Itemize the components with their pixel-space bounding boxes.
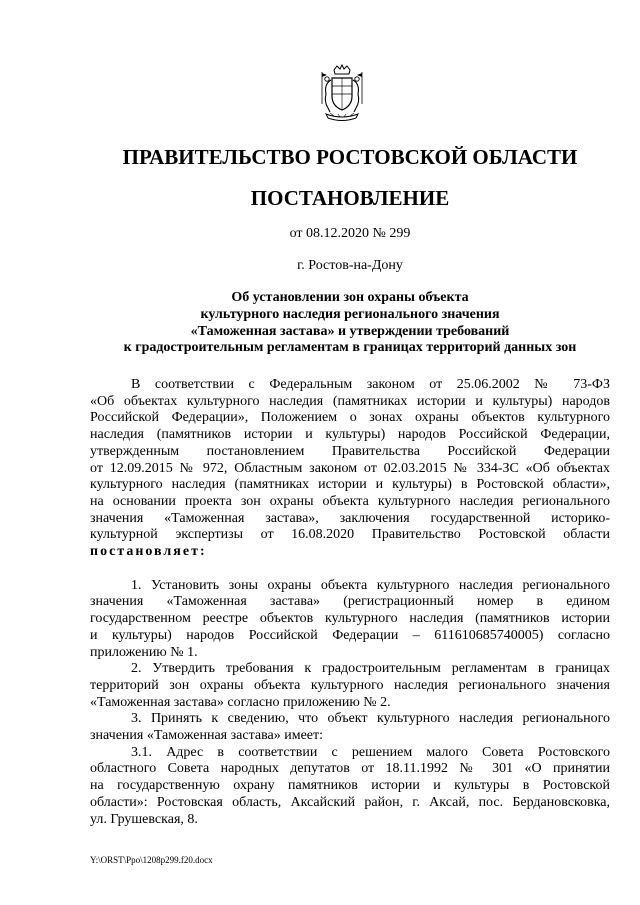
coat-of-arms-emblem [318, 64, 366, 124]
item-3-1-paragraph [90, 745, 610, 829]
paragraph-gap [90, 561, 610, 578]
subject-line: культурного наследия регионального значения [200, 306, 500, 322]
item-line: «Таможенная застава» согласно приложению № 2. [90, 694, 391, 710]
preamble-line: утвержденным постановлением Правительства Российской Федерации [90, 443, 610, 459]
subject-line: к градостроительным регламентам в границах территорий данных зон [123, 340, 577, 356]
item-line: территорий зон охраны объекта культурного наследия регионального значения [90, 677, 610, 693]
preamble-line: Российской Федерации», Положением о зонах охраны объектов культурного [90, 410, 610, 426]
preamble-line: «Об объектах культурного наследия (памятниках истории и культуры) народов [90, 393, 610, 409]
document-city: г. Ростов-на-Дону [297, 258, 403, 273]
item-line: государственном реестре объектов культурного наследия (памятников истории [90, 611, 610, 627]
document-date-number: от 08.12.2020 № 299 [289, 226, 411, 241]
item-line: и культуры) народов Российской Федерации – 611610685740005) согласно [90, 627, 610, 643]
item-line: области»: Ростовская область, Аксайский район, г. Аксай, пос. Бердановсковка, [90, 794, 610, 810]
preamble-line: наследия (памятников истории и культуры) народов Российской Федерации, [90, 427, 610, 443]
item-line: областного Совета народных депутатов от 18.11.1992 № 301 «О принятии [90, 761, 610, 777]
preamble-line: от 12.09.2015 № 972, Областным законом от 02.03.2015 № 334-ЗС «Об объектах [90, 460, 610, 476]
document-subject [90, 290, 610, 357]
item-line: значения «Таможенная застава» имеет: [90, 728, 324, 744]
file-path-footer: Y:\ORST\Ppo\1208p299.f20.docx [90, 855, 213, 865]
document-type: ПОСТАНОВЛЕНИЕ [250, 186, 450, 210]
document-body [90, 377, 610, 828]
preamble-line: культурного наследия (памятниках истории и культуры) в Ростовской области», [90, 477, 610, 493]
decree-word: постановляет: [90, 544, 207, 560]
item-3-paragraph [90, 711, 610, 744]
item-line: на государственную охрану памятников истории и культуры в Ростовской [90, 778, 610, 794]
item-1-paragraph [90, 578, 610, 662]
item-line: 3.1. Адрес в соответствии с решением малого Совета Ростовского [131, 744, 610, 760]
government-title: ПРАВИТЕЛЬСТВО РОСТОВСКОЙ ОБЛАСТИ [122, 145, 578, 169]
preamble-paragraph [90, 377, 610, 561]
item-line: 3. Принять к сведению, что объект культурного наследия регионального [131, 711, 610, 727]
item-line: ул. Грушевская, 8. [90, 811, 198, 827]
item-line: 2. Утвердить требования к градостроительным регламентам в границах [131, 661, 610, 677]
subject-line: «Таможенная застава» и утверждении требований [190, 323, 510, 339]
item-2-paragraph [90, 661, 610, 711]
subject-line: Об установлении зон охраны объекта [231, 290, 469, 305]
preamble-line: на основании проекта зон охраны объекта культурного наследия регионального [90, 493, 610, 509]
preamble-line: значения «Таможенная застава», заключения государственной историко- [90, 510, 610, 526]
item-line: 1. Установить зоны охраны объекта культурного наследия регионального [131, 577, 610, 593]
item-line: приложению № 1. [90, 644, 198, 660]
item-line: значения «Таможенная застава» (регистрационный номер в едином [90, 594, 610, 610]
preamble-line: культурной экспертизы от 16.08.2020 Правительство Ростовской области [90, 527, 610, 543]
preamble-line: В соответствии с Федеральным законом от 25.06.2002 № 73-ФЗ [131, 377, 610, 392]
